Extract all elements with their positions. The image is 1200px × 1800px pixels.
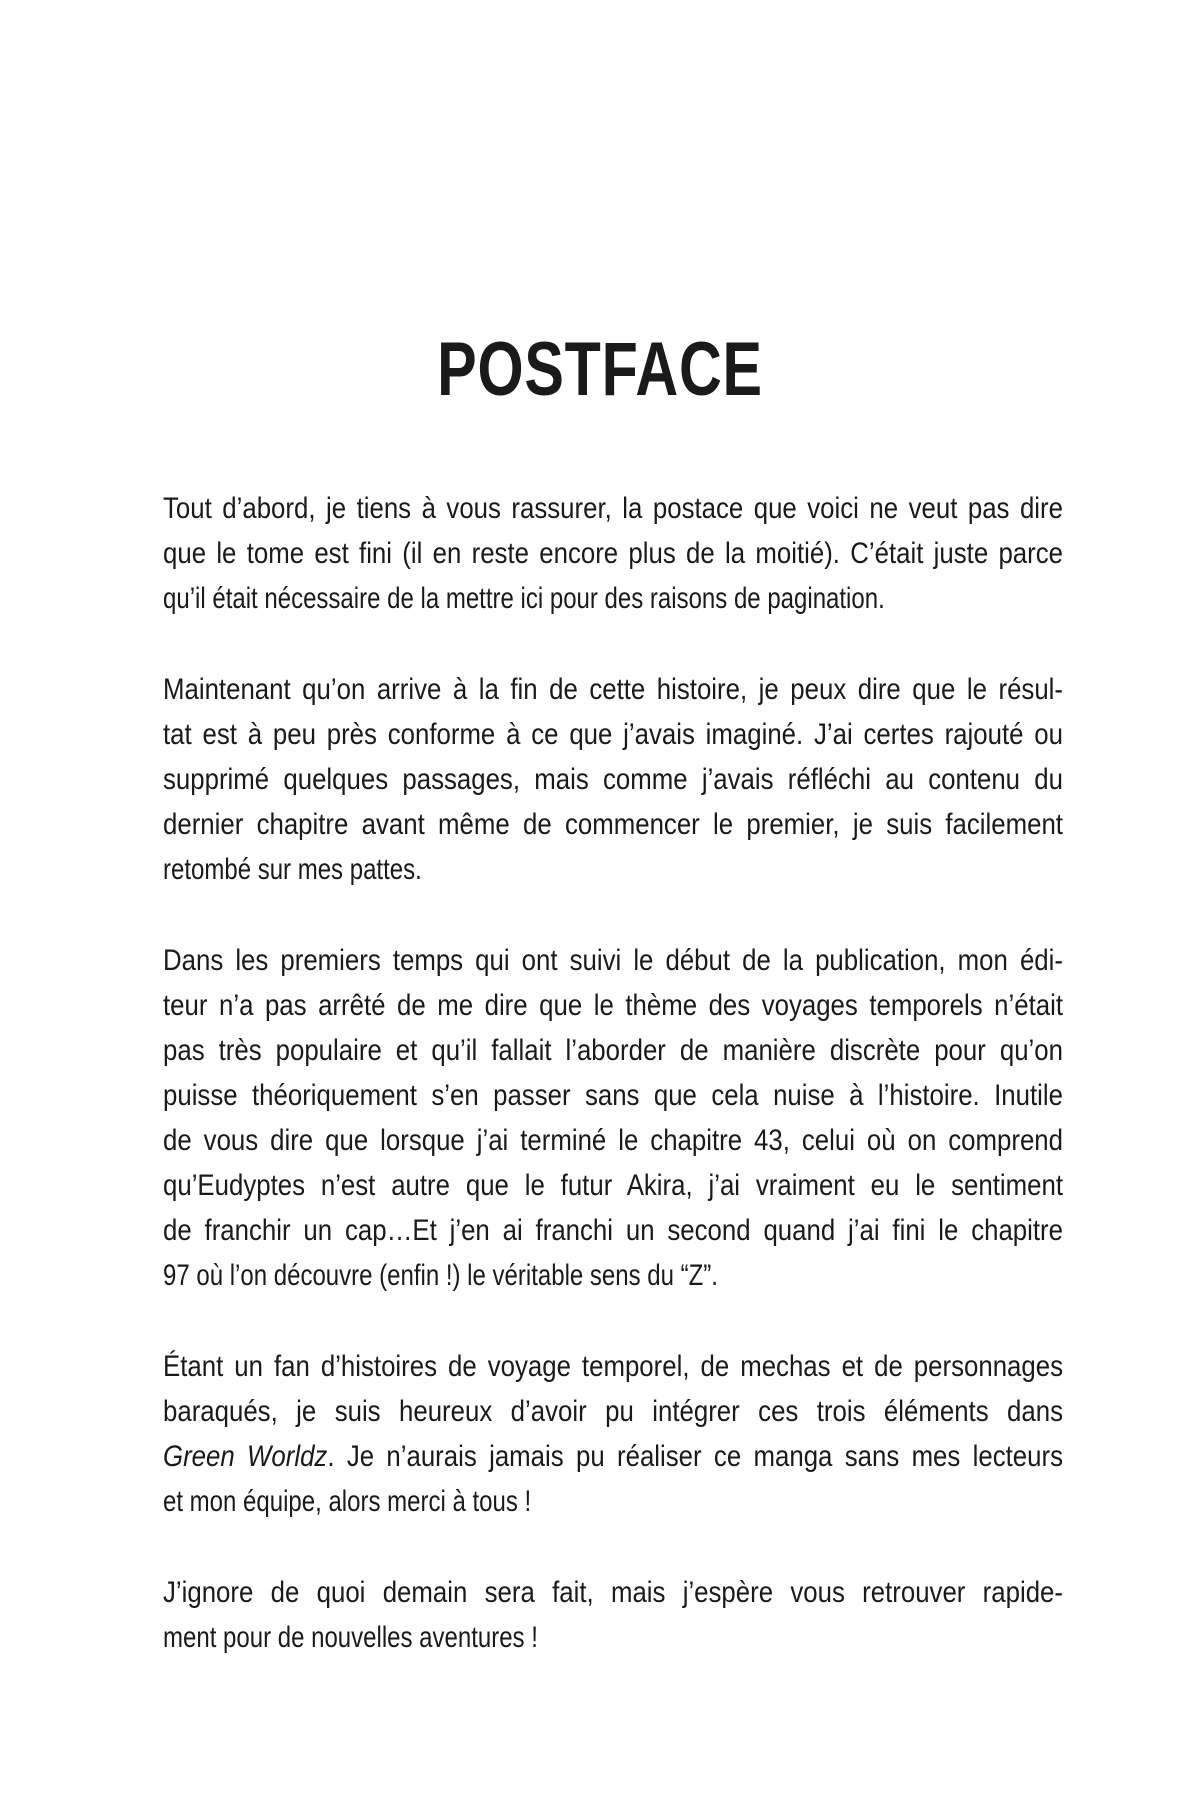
- paragraph-4: [163, 1344, 1063, 1524]
- text-line: tat est à peu près conforme à ce que j’avais imaginé. J’ai certes rajouté ou: [163, 718, 1063, 751]
- paragraph-2: [163, 667, 1063, 892]
- page-title: POSTFACE: [437, 327, 763, 412]
- text-line: Tout d’abord, je tiens à vous rassurer, la postace que voici ne veut pas dire: [163, 492, 1063, 525]
- text-line: J’ignore de quoi demain sera fait, mais j’espère vous retrouver rapide-: [163, 1576, 1063, 1609]
- text-line: qu’il était nécessaire de la mettre ici pour des raisons de pagination.: [163, 582, 885, 615]
- book-title: Green Worldz: [163, 1440, 328, 1473]
- text-line: pas très populaire et qu’il fallait l’aborder de manière discrète pour qu’on: [163, 1034, 1063, 1067]
- text-line: ment pour de nouvelles aventures !: [163, 1621, 538, 1654]
- text-line: de vous dire que lorsque j’ai terminé le chapitre 43, celui où on comprend: [163, 1124, 1063, 1157]
- text-line: et mon équipe, alors merci à tous !: [163, 1485, 532, 1518]
- paragraph-5: [163, 1570, 1063, 1660]
- text-line: teur n’a pas arrêté de me dire que le thème des voyages temporels n’était: [163, 989, 1063, 1022]
- text-line: que le tome est fini (il en reste encore plus de la moitié). C’était juste parce: [163, 537, 1063, 570]
- text-line: Étant un fan d’histoires de voyage temporel, de mechas et de personnages: [163, 1350, 1063, 1383]
- paragraph-1: [163, 486, 1063, 621]
- text-line: baraqués, je suis heureux d’avoir pu intégrer ces trois éléments dans: [163, 1395, 1063, 1428]
- text-line: retombé sur mes pattes.: [163, 853, 422, 886]
- text-line: qu’Eudyptes n’est autre que le futur Akira, j’ai vraiment eu le sentiment: [163, 1169, 1063, 1202]
- text-line: 97 où l’on découvre (enfin !) le véritable sens du “Z”.: [163, 1259, 718, 1292]
- text-line: de franchir un cap…Et j’en ai franchi un second quand j’ai fini le chapitre: [163, 1214, 1063, 1247]
- paragraph-3: [163, 938, 1063, 1298]
- text-line: supprimé quelques passages, mais comme j’avais réfléchi au contenu du: [163, 763, 1063, 796]
- text-line-with-italic-title: Green Worldz. Je n’aurais jamais pu réaliser ce manga sans mes lecteurs: [163, 1440, 1063, 1473]
- text-line: Maintenant qu’on arrive à la fin de cette histoire, je peux dire que le résul-: [163, 673, 1063, 706]
- text-line: puisse théoriquement s’en passer sans que cela nuise à l’histoire. Inutile: [163, 1079, 1063, 1112]
- text-line: dernier chapitre avant même de commencer le premier, je suis facilement: [163, 808, 1063, 841]
- postface-body: [163, 486, 1063, 1706]
- text-line: Dans les premiers temps qui ont suivi le début de la publication, mon édi-: [163, 944, 1063, 977]
